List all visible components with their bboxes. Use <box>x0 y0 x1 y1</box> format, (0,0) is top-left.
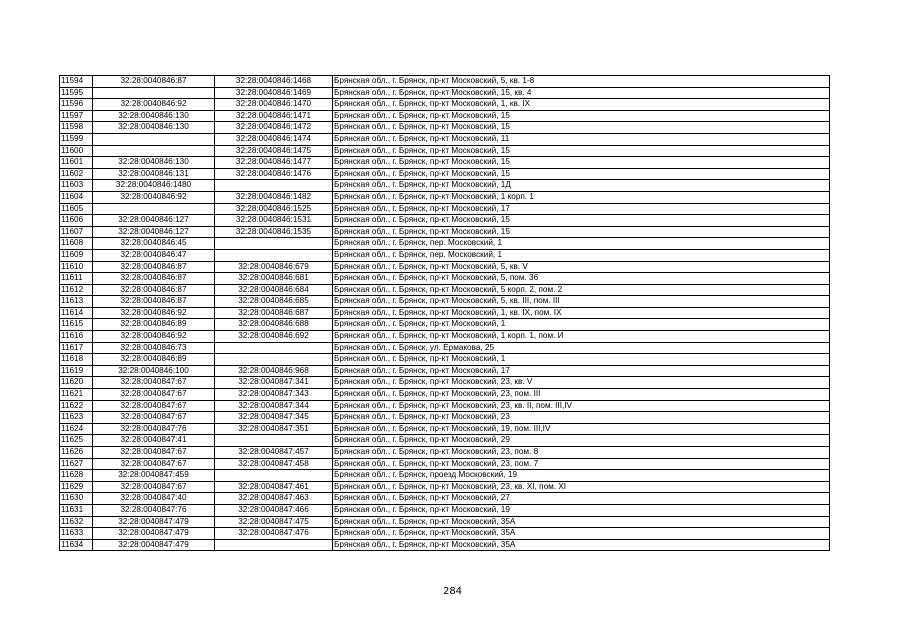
table-row <box>60 296 830 308</box>
parent-cadastral-number-cell: 32:28:0040846:1480 <box>93 180 215 192</box>
cadastral-number-cell: 32:28:0040847:351 <box>215 423 333 435</box>
address-cell: Брянская обл., г. Брянск, пр-кт Московский, 35А <box>333 539 830 551</box>
address-cell: Брянская обл., г. Брянск, пр-кт Московский, 1, кв. IX <box>333 99 830 111</box>
table-row <box>60 470 830 482</box>
table-row <box>60 389 830 401</box>
cadastral-number-cell: 32:28:0040846:1477 <box>215 157 333 169</box>
cadastral-number-cell <box>215 249 333 261</box>
table-row <box>60 412 830 424</box>
cadastral-number-cell: 32:28:0040846:1471 <box>215 110 333 122</box>
parent-cadastral-number-cell: 32:28:0040846:73 <box>93 342 215 354</box>
address-cell: Брянская обл., г. Брянск, пр-кт Московский, 15 <box>333 122 830 134</box>
address-cell: Брянская обл., г. Брянск, пр-кт Московский, 1 <box>333 354 830 366</box>
table-row <box>60 377 830 389</box>
row-number-cell: 11605 <box>60 203 93 215</box>
address-cell: Брянская обл., г. Брянск, пр-кт Московский, 35А <box>333 528 830 540</box>
cadastral-number-cell: 32:28:0040846:1472 <box>215 122 333 134</box>
row-number-cell: 11596 <box>60 99 93 111</box>
cadastral-number-cell: 32:28:0040846:1482 <box>215 191 333 203</box>
address-cell: Брянская обл., г. Брянск, пр-кт Московский, 1, кв. IX, пом. IX <box>333 307 830 319</box>
row-number-cell: 11600 <box>60 145 93 157</box>
address-cell: Брянская обл., г. Брянск, пр-кт Московский, 17 <box>333 365 830 377</box>
row-number-cell: 11622 <box>60 400 93 412</box>
address-cell: Брянская обл., г. Брянск, пр-кт Московский, 23 <box>333 412 830 424</box>
row-number-cell: 11607 <box>60 226 93 238</box>
table-row <box>60 145 830 157</box>
table-row <box>60 365 830 377</box>
table-row <box>60 331 830 343</box>
page-number: 284 <box>442 586 463 597</box>
row-number-cell: 11632 <box>60 516 93 528</box>
cadastral-number-cell: 32:28:0040847:461 <box>215 481 333 493</box>
address-cell: Брянская обл., г. Брянск, пр-кт Московский, 15 <box>333 226 830 238</box>
table-row <box>60 516 830 528</box>
parent-cadastral-number-cell: 32:28:0040847:41 <box>93 435 215 447</box>
address-cell: Брянская обл., г. Брянск, пр-кт Московский, 23, кв. V <box>333 377 830 389</box>
cadastral-number-cell <box>215 342 333 354</box>
table-row <box>60 226 830 238</box>
table-row <box>60 87 830 99</box>
cadastral-number-cell: 32:28:0040846:1535 <box>215 226 333 238</box>
parent-cadastral-number-cell: 32:28:0040846:89 <box>93 354 215 366</box>
row-number-cell: 11610 <box>60 261 93 273</box>
cadastral-number-cell: 32:28:0040847:463 <box>215 493 333 505</box>
parent-cadastral-number-cell: 32:28:0040846:130 <box>93 110 215 122</box>
row-number-cell: 11625 <box>60 435 93 447</box>
parent-cadastral-number-cell: 32:28:0040846:131 <box>93 168 215 180</box>
cadastral-number-cell: 32:28:0040846:968 <box>215 365 333 377</box>
parent-cadastral-number-cell: 32:28:0040846:127 <box>93 226 215 238</box>
row-number-cell: 11603 <box>60 180 93 192</box>
row-number-cell: 11620 <box>60 377 93 389</box>
parent-cadastral-number-cell: 32:28:0040846:127 <box>93 215 215 227</box>
address-cell: Брянская обл., г. Брянск, пр-кт Московский, 5, кв. V <box>333 261 830 273</box>
cadastral-number-cell: 32:28:0040847:341 <box>215 377 333 389</box>
table-row <box>60 110 830 122</box>
row-number-cell: 11602 <box>60 168 93 180</box>
table-row <box>60 76 830 88</box>
cadastral-number-cell <box>215 238 333 250</box>
row-number-cell: 11631 <box>60 504 93 516</box>
address-cell: Брянская обл., г. Брянск, пр-кт Московский, 23, кв. II, пом. III,IV <box>333 400 830 412</box>
cadastral-number-cell: 32:28:0040846:1531 <box>215 215 333 227</box>
address-cell: Брянская обл., г. Брянск, пр-кт Московский, 1 корп. 1 <box>333 191 830 203</box>
row-number-cell: 11599 <box>60 133 93 145</box>
parent-cadastral-number-cell: 32:28:0040847:67 <box>93 447 215 459</box>
parent-cadastral-number-cell <box>93 145 215 157</box>
cadastral-number-cell: 32:28:0040847:476 <box>215 528 333 540</box>
parent-cadastral-number-cell: 32:28:0040847:76 <box>93 423 215 435</box>
parent-cadastral-number-cell: 32:28:0040846:87 <box>93 284 215 296</box>
table-row <box>60 99 830 111</box>
cadastral-number-cell: 32:28:0040847:458 <box>215 458 333 470</box>
parent-cadastral-number-cell: 32:28:0040846:92 <box>93 307 215 319</box>
cadastral-number-cell: 32:28:0040846:692 <box>215 331 333 343</box>
parent-cadastral-number-cell: 32:28:0040847:67 <box>93 458 215 470</box>
table-row <box>60 284 830 296</box>
address-cell: Брянская обл., г. Брянск, пр-кт Московский, 5, кв. III, пом. III <box>333 296 830 308</box>
table-row <box>60 261 830 273</box>
address-cell: Брянская обл., г. Брянск, пр-кт Московский, 15 <box>333 157 830 169</box>
row-number-cell: 11616 <box>60 331 93 343</box>
address-cell: Брянская обл., г. Брянск, пр-кт Московский, 5, пом. 36 <box>333 273 830 285</box>
table-row <box>60 168 830 180</box>
row-number-cell: 11615 <box>60 319 93 331</box>
registry-table <box>59 75 830 551</box>
row-number-cell: 11621 <box>60 389 93 401</box>
cadastral-number-cell: 32:28:0040847:466 <box>215 504 333 516</box>
table-row <box>60 528 830 540</box>
parent-cadastral-number-cell: 32:28:0040846:92 <box>93 331 215 343</box>
row-number-cell: 11630 <box>60 493 93 505</box>
cadastral-number-cell: 32:28:0040847:457 <box>215 447 333 459</box>
parent-cadastral-number-cell: 32:28:0040847:479 <box>93 528 215 540</box>
parent-cadastral-number-cell: 32:28:0040847:459 <box>93 470 215 482</box>
address-cell: Брянская обл., г. Брянск, пр-кт Московский, 35А <box>333 516 830 528</box>
cadastral-number-cell <box>215 435 333 447</box>
row-number-cell: 11629 <box>60 481 93 493</box>
cadastral-number-cell <box>215 180 333 192</box>
table-row <box>60 238 830 250</box>
parent-cadastral-number-cell: 32:28:0040846:100 <box>93 365 215 377</box>
table-row <box>60 354 830 366</box>
cadastral-number-cell: 32:28:0040846:684 <box>215 284 333 296</box>
address-cell: Брянская обл., г. Брянск, пр-кт Московский, 23, пом. 7 <box>333 458 830 470</box>
address-cell: Брянская обл., г. Брянск, пр-кт Московский, 19, пом. III,IV <box>333 423 830 435</box>
row-number-cell: 11633 <box>60 528 93 540</box>
cadastral-number-cell: 32:28:0040846:685 <box>215 296 333 308</box>
row-number-cell: 11634 <box>60 539 93 551</box>
table-row <box>60 493 830 505</box>
address-cell: Брянская обл., г. Брянск, пр-кт Московский, 1 <box>333 319 830 331</box>
address-cell: Брянская обл., г. Брянск, проезд Московский, 19 <box>333 470 830 482</box>
cadastral-number-cell: 32:28:0040847:343 <box>215 389 333 401</box>
address-cell: Брянская обл., г. Брянск, пр-кт Московский, 11 <box>333 133 830 145</box>
table-row <box>60 133 830 145</box>
parent-cadastral-number-cell: 32:28:0040847:76 <box>93 504 215 516</box>
row-number-cell: 11608 <box>60 238 93 250</box>
address-cell: Брянская обл., г. Брянск, пр-кт Московский, 5, кв. 1-8 <box>333 76 830 88</box>
parent-cadastral-number-cell: 32:28:0040847:40 <box>93 493 215 505</box>
address-cell: Брянская обл., г. Брянск, пр-кт Московский, 1Д <box>333 180 830 192</box>
table-row <box>60 423 830 435</box>
address-cell: Брянская обл., г. Брянск, пр-кт Московский, 19 <box>333 504 830 516</box>
cadastral-number-cell: 32:28:0040846:1525 <box>215 203 333 215</box>
cadastral-number-cell: 32:28:0040846:1474 <box>215 133 333 145</box>
parent-cadastral-number-cell: 32:28:0040846:87 <box>93 273 215 285</box>
parent-cadastral-number-cell <box>93 133 215 145</box>
cadastral-number-cell <box>215 354 333 366</box>
address-cell: Брянская обл., г. Брянск, пер. Московский, 1 <box>333 249 830 261</box>
cadastral-number-cell: 32:28:0040847:345 <box>215 412 333 424</box>
row-number-cell: 11612 <box>60 284 93 296</box>
row-number-cell: 11594 <box>60 76 93 88</box>
cadastral-number-cell <box>215 470 333 482</box>
table-row <box>60 539 830 551</box>
table-row <box>60 481 830 493</box>
address-cell: Брянская обл., г. Брянск, пр-кт Московский, 23, пом. III <box>333 389 830 401</box>
parent-cadastral-number-cell: 32:28:0040846:92 <box>93 99 215 111</box>
table-row <box>60 504 830 516</box>
table-row <box>60 400 830 412</box>
row-number-cell: 11613 <box>60 296 93 308</box>
table-row <box>60 215 830 227</box>
table-row <box>60 249 830 261</box>
row-number-cell: 11626 <box>60 447 93 459</box>
parent-cadastral-number-cell: 32:28:0040847:67 <box>93 377 215 389</box>
cadastral-number-cell: 32:28:0040846:681 <box>215 273 333 285</box>
parent-cadastral-number-cell <box>93 87 215 99</box>
parent-cadastral-number-cell: 32:28:0040846:47 <box>93 249 215 261</box>
row-number-cell: 11628 <box>60 470 93 482</box>
parent-cadastral-number-cell: 32:28:0040846:87 <box>93 261 215 273</box>
address-cell: Брянская обл., г. Брянск, пр-кт Московский, 1 корп. 1, пом. И <box>333 331 830 343</box>
address-cell: Брянская обл., г. Брянск, пер. Московский, 1 <box>333 238 830 250</box>
table-row <box>60 342 830 354</box>
cadastral-number-cell <box>215 539 333 551</box>
table-row <box>60 447 830 459</box>
address-cell: Брянская обл., г. Брянск, пр-кт Московский, 15 <box>333 145 830 157</box>
cadastral-number-cell: 32:28:0040846:1469 <box>215 87 333 99</box>
cadastral-number-cell: 32:28:0040847:475 <box>215 516 333 528</box>
table-row <box>60 122 830 134</box>
row-number-cell: 11606 <box>60 215 93 227</box>
row-number-cell: 11617 <box>60 342 93 354</box>
parent-cadastral-number-cell: 32:28:0040846:130 <box>93 122 215 134</box>
table-row <box>60 191 830 203</box>
row-number-cell: 11609 <box>60 249 93 261</box>
parent-cadastral-number-cell: 32:28:0040847:479 <box>93 539 215 551</box>
parent-cadastral-number-cell: 32:28:0040847:67 <box>93 481 215 493</box>
parent-cadastral-number-cell: 32:28:0040847:67 <box>93 400 215 412</box>
cadastral-number-cell: 32:28:0040846:679 <box>215 261 333 273</box>
row-number-cell: 11614 <box>60 307 93 319</box>
parent-cadastral-number-cell: 32:28:0040846:89 <box>93 319 215 331</box>
row-number-cell: 11598 <box>60 122 93 134</box>
address-cell: Брянская обл., г. Брянск, пр-кт Московский, 27 <box>333 493 830 505</box>
cadastral-number-cell: 32:28:0040846:1470 <box>215 99 333 111</box>
row-number-cell: 11627 <box>60 458 93 470</box>
parent-cadastral-number-cell: 32:28:0040846:130 <box>93 157 215 169</box>
row-number-cell: 11623 <box>60 412 93 424</box>
row-number-cell: 11595 <box>60 87 93 99</box>
row-number-cell: 11604 <box>60 191 93 203</box>
cadastral-number-cell: 32:28:0040846:688 <box>215 319 333 331</box>
row-number-cell: 11601 <box>60 157 93 169</box>
parent-cadastral-number-cell: 32:28:0040847:67 <box>93 412 215 424</box>
row-number-cell: 11624 <box>60 423 93 435</box>
address-cell: Брянская обл., г. Брянск, пр-кт Московский, 29 <box>333 435 830 447</box>
registry-table-body <box>60 76 830 551</box>
parent-cadastral-number-cell: 32:28:0040847:479 <box>93 516 215 528</box>
table-row <box>60 319 830 331</box>
table-row <box>60 458 830 470</box>
row-number-cell: 11597 <box>60 110 93 122</box>
table-row <box>60 307 830 319</box>
parent-cadastral-number-cell: 32:28:0040847:67 <box>93 389 215 401</box>
address-cell: Брянская обл., г. Брянск, ул. Ермакова, 25 <box>333 342 830 354</box>
address-cell: Брянская обл., г. Брянск, пр-кт Московский, 5 корп. 2, пом. 2 <box>333 284 830 296</box>
address-cell: Брянская обл., г. Брянск, пр-кт Московский, 17 <box>333 203 830 215</box>
address-cell: Брянская обл., г. Брянск, пр-кт Московский, 15 <box>333 168 830 180</box>
address-cell: Брянская обл., г. Брянск, пр-кт Московский, 23, кв. XI, пом. XI <box>333 481 830 493</box>
parent-cadastral-number-cell <box>93 203 215 215</box>
address-cell: Брянская обл., г. Брянск, пр-кт Московский, 15, кв. 4 <box>333 87 830 99</box>
parent-cadastral-number-cell: 32:28:0040846:92 <box>93 191 215 203</box>
address-cell: Брянская обл., г. Брянск, пр-кт Московский, 15 <box>333 215 830 227</box>
table-row <box>60 273 830 285</box>
parent-cadastral-number-cell: 32:28:0040846:87 <box>93 296 215 308</box>
row-number-cell: 11611 <box>60 273 93 285</box>
cadastral-number-cell: 32:28:0040846:1476 <box>215 168 333 180</box>
address-cell: Брянская обл., г. Брянск, пр-кт Московский, 15 <box>333 110 830 122</box>
table-row <box>60 203 830 215</box>
table-row <box>60 435 830 447</box>
table-row <box>60 157 830 169</box>
cadastral-number-cell: 32:28:0040846:687 <box>215 307 333 319</box>
row-number-cell: 11619 <box>60 365 93 377</box>
cadastral-number-cell: 32:28:0040846:1468 <box>215 76 333 88</box>
cadastral-number-cell: 32:28:0040847:344 <box>215 400 333 412</box>
row-number-cell: 11618 <box>60 354 93 366</box>
parent-cadastral-number-cell: 32:28:0040846:45 <box>93 238 215 250</box>
cadastral-number-cell: 32:28:0040846:1475 <box>215 145 333 157</box>
table-row <box>60 180 830 192</box>
parent-cadastral-number-cell: 32:28:0040846:87 <box>93 76 215 88</box>
address-cell: Брянская обл., г. Брянск, пр-кт Московский, 23, пом. 8 <box>333 447 830 459</box>
